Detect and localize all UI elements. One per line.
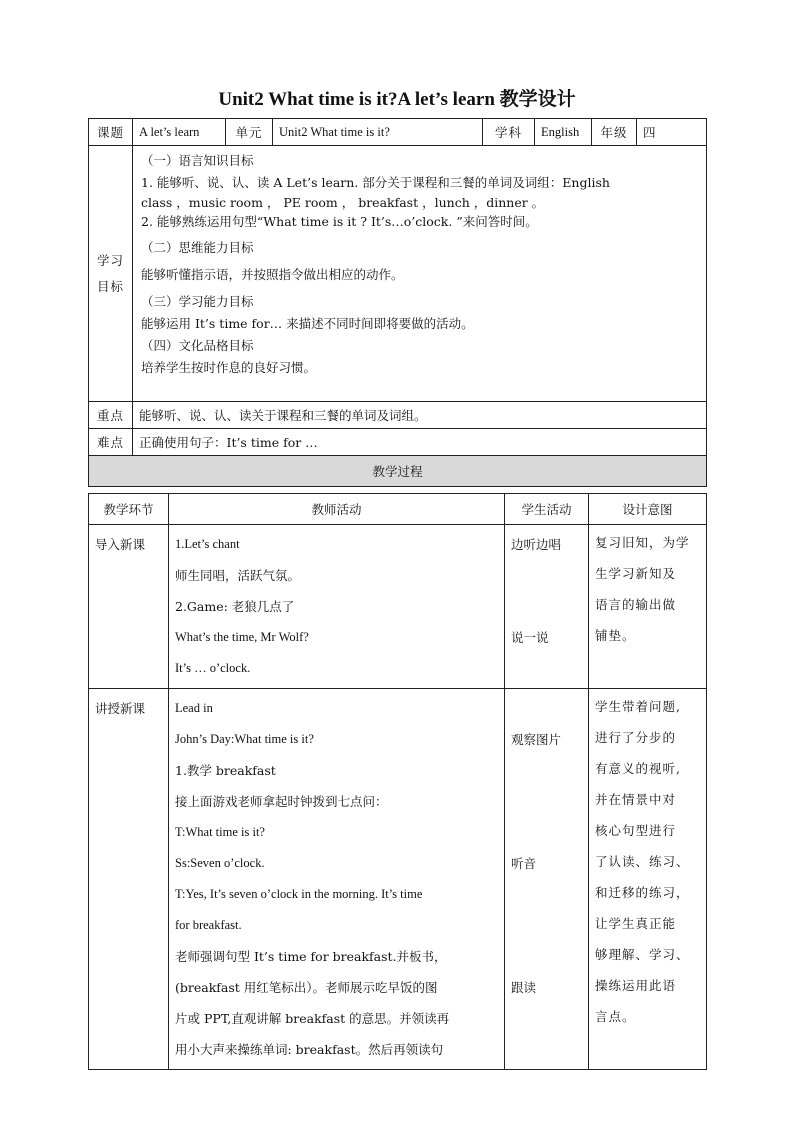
student-line: 听音: [511, 856, 537, 871]
goal-line: 能够听懂指示语，并按照指令做出相应的动作。: [141, 267, 404, 282]
grade-label: 年级: [592, 119, 637, 146]
intent-line: 并在情景中对: [595, 792, 677, 807]
intent-line: 言点。: [595, 1009, 636, 1024]
teacher-line: 1.教学 breakfast: [175, 763, 276, 778]
topic-label: 课题: [89, 119, 133, 146]
teacher-line: for breakfast.: [175, 918, 242, 932]
student-line: [511, 693, 582, 724]
goals-label: [89, 146, 133, 402]
info-row: [89, 119, 707, 146]
student-line: [511, 591, 582, 622]
design-intent-cell: [589, 689, 707, 1070]
teacher-line: 接上面游戏老师拿起时钟拨到七点问：: [175, 794, 388, 809]
lesson-info-table: [88, 118, 707, 487]
difficulty-label: 难点: [89, 429, 133, 456]
goals-content: [133, 146, 707, 402]
document-title: Unit2 What time is it?A let’s learn 教学设计: [218, 89, 576, 110]
key-point-row: [89, 402, 707, 429]
teacher-line: 片或 PPT,直观讲解 breakfast 的意思。并领读再: [175, 1011, 450, 1026]
teacher-line: John’s Day:What time is it?: [175, 732, 314, 746]
teacher-line: 师生同唱，活跃气氛。: [175, 568, 301, 583]
stage-name: 导入新课: [95, 537, 146, 552]
intent-line: 和迁移的练习，: [595, 885, 690, 900]
student-line: [511, 1034, 582, 1065]
student-line: [511, 653, 582, 684]
header-intent: 设计意图: [589, 494, 707, 525]
design-intent-cell: [589, 525, 707, 689]
teacher-line: What’s the time, Mr Wolf?: [175, 630, 309, 644]
intent-line: 进行了分步的: [595, 730, 677, 745]
student-line: [511, 786, 582, 817]
teacher-line: Ss:Seven o’clock.: [175, 856, 265, 870]
goals-label-line-1: 学习: [96, 252, 124, 268]
header-stage: 教学环节: [89, 494, 169, 525]
topic-value: A let’s learn: [133, 119, 226, 146]
student-line: 观察图片: [511, 732, 562, 747]
unit-value: Unit2 What time is it?: [273, 119, 483, 146]
intent-line: 操练运用此语: [595, 978, 677, 993]
stage-name: 讲授新课: [95, 701, 146, 716]
intent-line: 让学生真正能: [595, 916, 677, 931]
student-activity-cell: [505, 689, 589, 1070]
goals-row: [89, 146, 707, 402]
goal-line: class ，music room ， PE room ， breakfast ，lunch ，dinner 。: [141, 195, 545, 210]
unit-label: 单元: [226, 119, 273, 146]
stage-cell: [89, 525, 169, 689]
teacher-line: 2.Game: 老狼几点了: [175, 599, 295, 614]
teacher-line: T:What time is it?: [175, 825, 265, 839]
goal-heading: （一）语言知识目标: [141, 153, 254, 168]
intent-line: 了认读、练习、: [595, 854, 690, 869]
goals-label-line-2: 目标: [96, 278, 124, 294]
intent-line: 铺垫。: [595, 628, 636, 643]
student-line: [511, 910, 582, 941]
teacher-line: Lead in: [175, 701, 213, 715]
intent-line: 有意义的视听,: [595, 761, 681, 776]
goal-line: 2. 能够熟练运用句型“What time is it ? It’s…o’clock. ”来问答时间。: [141, 214, 538, 229]
process-row: [89, 689, 707, 1070]
goal-heading: （三）学习能力目标: [141, 294, 254, 309]
student-line: [511, 755, 582, 786]
teacher-line: 用小大声来操练单词: breakfast。然后再领读句: [175, 1042, 444, 1057]
student-line: [511, 817, 582, 848]
student-line: [511, 1003, 582, 1034]
teacher-line: 1.Let’s chant: [175, 537, 240, 551]
teacher-line: T:Yes, It’s seven o’clock in the morning. It’s time: [175, 887, 423, 901]
intent-line: 学生带着问题,: [595, 699, 681, 714]
goal-heading: （四）文化品格目标: [141, 338, 254, 353]
process-header-row: [89, 494, 707, 525]
teacher-activity-cell: [169, 525, 505, 689]
goal-line: 能够运用 It’s time for… 来描述不同时间即将要做的活动。: [141, 316, 474, 331]
goal-heading: （二）思维能力目标: [141, 240, 254, 255]
difficulty-row: [89, 429, 707, 456]
intent-line: 核心句型进行: [595, 823, 677, 838]
goal-line: 1. 能够听、说、认、读 A Let’s learn. 部分关于课程和三餐的单词及词组：English: [141, 175, 610, 190]
grade-value: 四: [637, 119, 707, 146]
student-activity-cell: [505, 525, 589, 689]
student-line: 跟读: [511, 980, 537, 995]
teacher-line: 老师强调句型 It’s time for breakfast.并板书，: [175, 949, 447, 964]
intent-line: 够理解、学习、: [595, 947, 690, 962]
process-table: [88, 493, 707, 1070]
process-title: 教学过程: [89, 456, 707, 487]
process-title-row: [89, 456, 707, 487]
intent-line: 生学习新知及: [595, 566, 677, 581]
student-line: 说一说: [511, 630, 549, 645]
intent-line: 语言的输出做: [595, 597, 677, 612]
student-line: [511, 879, 582, 910]
stage-cell: [89, 689, 169, 1070]
intent-line: 复习旧知，为学: [595, 535, 690, 550]
process-row: [89, 525, 707, 689]
student-line: [511, 560, 582, 591]
difficulty-text: 正确使用句子：It’s time for …: [133, 429, 707, 456]
teacher-line: It’s … o’clock.: [175, 661, 251, 675]
subject-value: English: [535, 119, 592, 146]
key-point-text: 能够听、说、认、读关于课程和三餐的单词及词组。: [133, 402, 707, 429]
student-line: [511, 941, 582, 972]
teacher-line: (breakfast 用红笔标出）。老师展示吃早饭的图: [175, 980, 438, 995]
goal-line: 培养学生按时作息的良好习惯。: [141, 360, 317, 375]
subject-label: 学科: [483, 119, 535, 146]
student-line: 边听边唱: [511, 537, 562, 552]
teacher-activity-cell: [169, 689, 505, 1070]
key-point-label: 重点: [89, 402, 133, 429]
header-teacher: 教师活动: [169, 494, 505, 525]
header-student: 学生活动: [505, 494, 589, 525]
